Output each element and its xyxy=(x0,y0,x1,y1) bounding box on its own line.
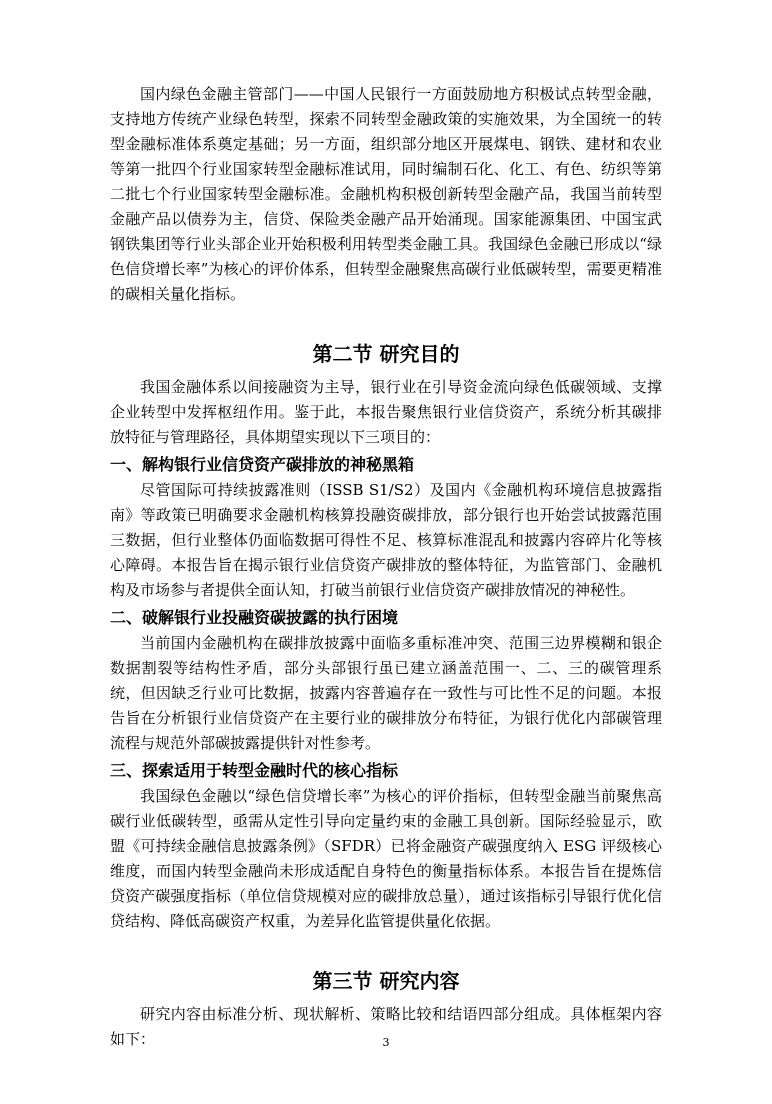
page-content xyxy=(110,82,662,1052)
section-2-intro: 我国金融体系以间接融资为主导，银行业在引导资金流向绿色低碳领域、支撑企业转型中发挥枢纽作用。鉴于此，本报告聚焦银行业信贷资产，系统分析其碳排放特征与管理路径，具体期望实现以下三项目的： xyxy=(110,378,662,446)
page-number: 3 xyxy=(382,1036,390,1049)
objective-3-heading: 三、探索适用于转型金融时代的核心指标 xyxy=(110,761,399,780)
section-2-title: 第二节 研究目的 xyxy=(312,342,460,366)
section-3-title: 第三节 研究内容 xyxy=(312,969,460,993)
objective-3-body: 我国绿色金融以“绿色信贷增长率”为核心的评价指标，但转型金融当前聚焦高碳行业低碳转型，亟需从定性引导向定量约束的金融工具创新。国际经验显示，欧盟《可持续金融信息披露条例》（SFDR）已将金融资产碳强度纳入 ESG 评级核心维度，而国内转型金融尚未形成适配自身特色的衡量指标体系。本报告旨在提炼信贷资产碳强度指标（单位信贷规模对应的碳排放总量），通过该指标引导银行优化信贷结构、降低高碳资产权重，为差异化监管提供量化依据。 xyxy=(110,787,662,930)
objective-1-body: 尽管国际可持续披露准则（ISSB S1/S2）及国内《金融机构环境信息披露指南》等政策已明确要求金融机构核算投融资碳排放，部分银行也开始尝试披露范围三数据，但行业整体仍面临数据可得性不足、核算标准混乱和披露内容碎片化等核心障碍。本报告旨在揭示银行业信贷资产碳排放的整体特征，为监管部门、金融机构及市场参与者提供全面认知，打破当前银行业信贷资产碳排放情况的神秘性。 xyxy=(110,481,662,599)
section-3-intro: 研究内容由标准分析、现状解析、策略比较和结语四部分组成。具体框架内容如下： xyxy=(110,1005,662,1048)
objective-2-body: 当前国内金融机构在碳排放披露中面临多重标准冲突、范围三边界模糊和银企数据割裂等结构性矛盾，部分头部银行虽已建立涵盖范围一、二、三的碳管理系统，但因缺乏行业可比数据，披露内容普遍存在一致性与可比性不足的问题。本报告旨在分析银行业信贷资产在主要行业的碳排放分布特征，为银行优化内部碳管理流程与规范外部碳披露提供针对性参考。 xyxy=(110,634,662,752)
objective-1-heading: 一、解构银行业信贷资产碳排放的神秘黑箱 xyxy=(110,455,415,474)
objective-2-heading: 二、破解银行业投融资碳披露的执行困境 xyxy=(110,608,399,627)
intro-paragraph: 国内绿色金融主管部门——中国人民银行一方面鼓励地方积极试点转型金融，支持地方传统产业绿色转型，探索不同转型金融政策的实施效果，为全国统一的转型金融标准体系奠定基础；另一方面，组织部分地区开展煤电、钢铁、建材和农业等第一批四个行业国家转型金融标准试用，同时编制石化、化工、有色、纺织等第二批七个行业国家转型金融标准。金融机构积极创新转型金融产品，我国当前转型金融产品以债券为主，信贷、保险类金融产品开始涌现。国家能源集团、中国宝武钢铁集团等行业头部企业开始积极利用转型类金融工具。我国绿色金融已形成以“绿色信贷增长率”为核心的评价体系，但转型金融聚焦高碳行业低碳转型，需要更精准的碳相关量化指标。 xyxy=(110,85,662,303)
